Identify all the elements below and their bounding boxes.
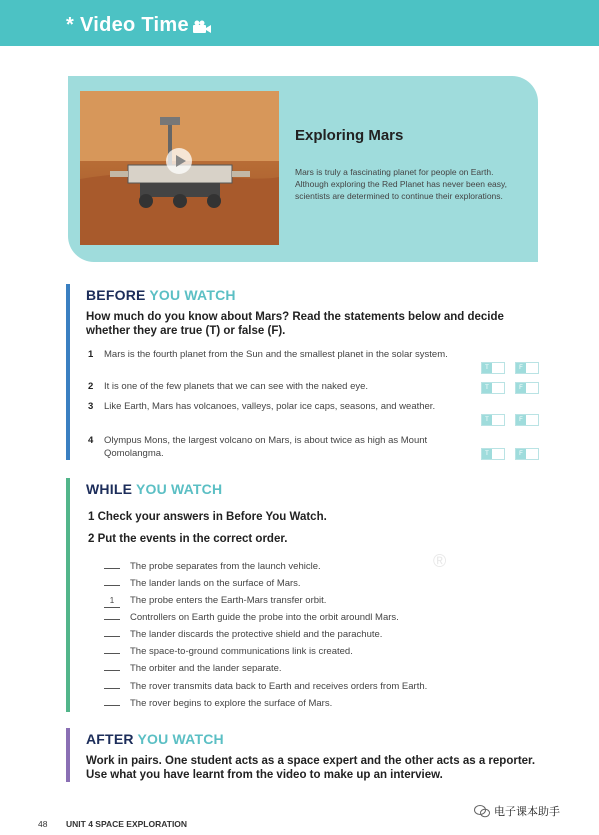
statement-text: It is one of the few planets that we can see with the naked eye. [104, 381, 369, 392]
section-title: * Video Time [66, 14, 189, 36]
event-item [104, 645, 484, 658]
event-item [104, 697, 484, 710]
answer-blank[interactable]: 1 [104, 594, 120, 608]
statement-text: Mars is the fourth planet from the Sun and the smallest planet in the solar system. [104, 349, 448, 360]
event-text: The orbiter and the lander separate. [130, 663, 282, 674]
page-number: 48 [38, 819, 48, 829]
answer-blank[interactable] [104, 568, 120, 569]
event-item [104, 560, 484, 573]
event-text: The probe separates from the launch vehicle. [130, 561, 321, 572]
after-heading-light: YOU WATCH [137, 731, 224, 747]
answer-blank[interactable] [104, 619, 120, 620]
true-label: T [482, 415, 492, 425]
video-thumbnail[interactable] [80, 91, 279, 245]
answer-blank[interactable] [104, 636, 120, 637]
answer-blank[interactable] [104, 585, 120, 586]
statement-item [88, 348, 448, 361]
video-camera-icon [192, 20, 212, 34]
statement-number: 4 [88, 435, 94, 446]
false-label: F [516, 449, 526, 459]
true-checkbox[interactable] [481, 382, 505, 394]
false-checkbox[interactable] [515, 362, 539, 374]
false-checkbox[interactable] [515, 382, 539, 394]
video-title: Exploring Mars [295, 127, 404, 144]
statement-text: Like Earth, Mars has volcanoes, valleys, polar ice caps, seasons, and weather. [104, 401, 436, 412]
after-instruction: Work in pairs. One student acts as a space expert and the other acts as a reporter. Use what you have learnt from the video to make up an interview. [86, 755, 536, 781]
while-task-1: 1 Check your answers in Before You Watch. [88, 511, 327, 523]
while-heading-light: YOU WATCH [135, 481, 223, 497]
after-heading [86, 731, 224, 747]
true-label: T [482, 363, 492, 373]
answer-blank[interactable] [104, 705, 120, 706]
answer-blank[interactable] [104, 670, 120, 671]
after-section-bar [66, 728, 70, 782]
event-text: The probe enters the Earth-Mars transfer orbit. [130, 595, 327, 606]
event-item [104, 577, 484, 590]
answer-blank[interactable] [104, 688, 120, 689]
after-heading-dark: AFTER [86, 731, 138, 747]
event-item [104, 662, 484, 675]
while-task-2: 2 Put the events in the correct order. [88, 533, 288, 545]
false-checkbox[interactable] [515, 414, 539, 426]
true-checkbox[interactable] [481, 362, 505, 374]
true-label: T [482, 383, 492, 393]
false-label: F [516, 363, 526, 373]
event-text: Controllers on Earth guide the probe into the orbit aroundl Mars. [130, 612, 399, 623]
before-heading [86, 287, 236, 303]
watermark-registered: ® [433, 551, 447, 571]
event-text: The lander discards the protective shield and the parachute. [130, 629, 383, 640]
statement-item [88, 380, 448, 393]
video-description: Mars is truly a fascinating planet for people on Earth. Although exploring the Red Planet has never been easy, scientists are determined to continue their explorations. [295, 167, 508, 201]
play-button[interactable] [166, 148, 192, 174]
true-label: T [482, 449, 492, 459]
while-section-bar [66, 478, 70, 712]
watermark-text: 电子课本助手 [494, 806, 560, 818]
wechat-icon [474, 804, 490, 818]
false-label: F [516, 383, 526, 393]
false-checkbox[interactable] [515, 448, 539, 460]
event-item [104, 680, 484, 693]
while-heading [86, 481, 222, 497]
statement-number: 1 [88, 349, 94, 360]
answer-blank[interactable] [104, 653, 120, 654]
statement-number: 2 [88, 381, 94, 392]
event-item [104, 628, 484, 641]
before-heading-dark: BEFORE [86, 287, 150, 303]
event-text: The rover begins to explore the surface of Mars. [130, 698, 333, 709]
before-heading-light: YOU WATCH [149, 287, 236, 303]
while-heading-dark: WHILE [86, 481, 136, 497]
event-text: The space-to-ground communications link is created. [130, 646, 353, 657]
unit-label: UNIT 4 SPACE EXPLORATION [66, 819, 188, 829]
statement-number: 3 [88, 401, 94, 412]
false-label: F [516, 415, 526, 425]
true-checkbox[interactable] [481, 448, 505, 460]
event-text: The rover transmits data back to Earth and receives orders from Earth. [130, 681, 428, 692]
statement-item [88, 434, 448, 460]
true-checkbox[interactable] [481, 414, 505, 426]
before-section-bar [66, 284, 70, 460]
statement-item [88, 400, 448, 413]
before-instruction: How much do you know about Mars? Read the statements below and decide whether they are true (T) or false (F). [86, 311, 504, 337]
statement-text: Olympus Mons, the largest volcano on Mars, is about twice as high as Mount Qomolangma. [104, 435, 428, 459]
event-text: The lander lands on the surface of Mars. [130, 578, 301, 589]
event-item [104, 611, 484, 624]
event-item [104, 594, 484, 608]
